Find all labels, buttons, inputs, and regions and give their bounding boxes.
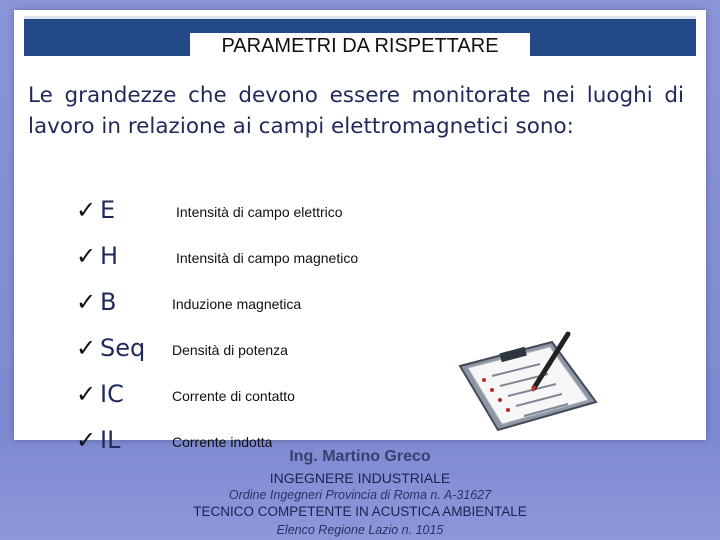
footer-credits [0,440,720,540]
parameter-symbol: H [100,242,119,270]
checkmark-icon: ✓ [76,242,97,270]
parameter-symbol: B [100,288,117,316]
checkmark-icon: ✓ [76,334,97,362]
intro-text: Le grandezze che devono essere monitorate nei luoghi di lavoro in relazione ai campi elettromagnetici sono: [28,83,684,139]
parameter-row [14,196,706,236]
parameter-description: Intensità di campo magnetico [176,250,359,266]
parameter-symbol: Seq [100,334,146,362]
parameter-description: Corrente di contatto [172,388,295,404]
author-registration: Ordine Ingegneri Provincia di Roma n. A-31627 [228,488,492,502]
checkmark-icon: ✓ [76,196,97,224]
header-bar [24,16,696,56]
parameter-symbol: E [100,196,116,224]
parameter-row [14,242,706,282]
parameter-row [14,288,706,328]
author-qualification: TECNICO COMPETENTE IN ACUSTICA AMBIENTALE [193,504,527,519]
parameter-symbol: IL [100,426,121,454]
parameter-description: Induzione magnetica [172,296,302,312]
parameter-symbol: IC [100,380,124,408]
checkmark-icon: ✓ [76,288,97,316]
parameter-description: Corrente indotta [172,434,273,450]
author-list-number: Elenco Regione Lazio n. 1015 [276,523,444,537]
slide-panel [14,10,706,454]
slide-title: PARAMETRI DA RISPETTARE [190,33,530,59]
author-name: Ing. Martino Greco [289,448,431,465]
author-title: INGEGNERE INDUSTRIALE [269,470,451,486]
clipboard-pen-icon [446,328,606,440]
parameter-description: Intensità di campo elettrico [176,204,343,220]
parameter-description: Densità di potenza [172,342,288,358]
checkmark-icon: ✓ [76,426,97,454]
checkmark-icon: ✓ [76,380,97,408]
